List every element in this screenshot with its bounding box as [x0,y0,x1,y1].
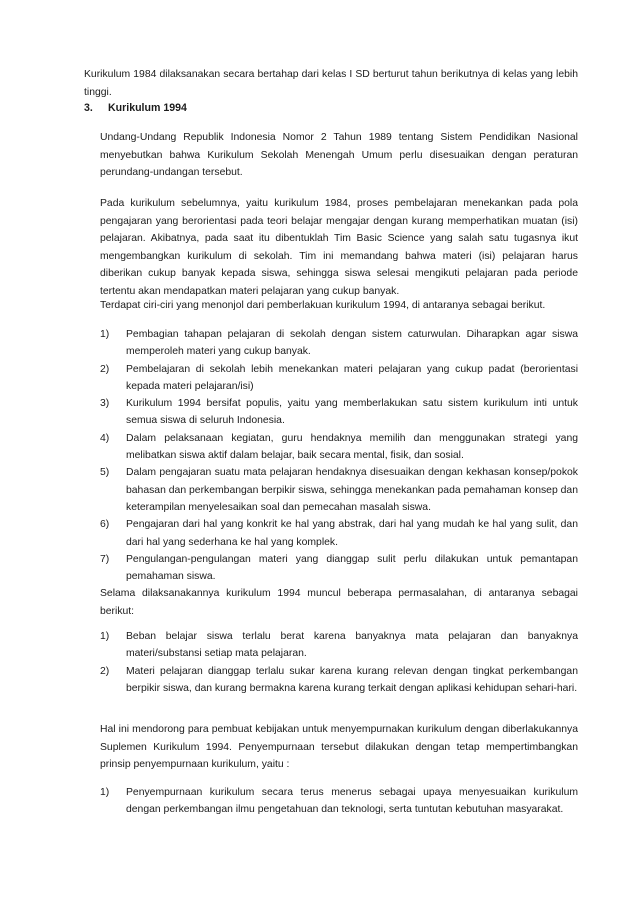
list-marker: 1) [100,329,110,340]
list-marker: 1) [100,631,110,642]
list-marker: 5) [100,467,110,479]
list-item [100,361,578,396]
paragraph-ciri-ciri-intro: Terdapat ciri-ciri yang menonjol dari pemberlakuan kurikulum 1994, di antaranya sebagai berikut. [100,300,546,311]
list-item-text: Kurikulum 1994 bersifat populis, yaitu yang memberlakukan satu sistem kurikulum inti untuk semua siswa di seluruh Indonesia. [126,398,578,427]
list-item-text: Pengulangan-pengulangan materi yang dianggap sulit perlu dilakukan untuk pemantapan pemahaman siswa. [126,553,578,583]
paragraph-undang-undang: Undang-Undang Republik Indonesia Nomor 2 Tahun 1989 tentang Sistem Pendidikan Nasional menyebutkan bahwa Kurikulum Sekolah Menengah Umum perlu disesuaikan dengan peraturan perundang-undangan tersebut. [100,132,578,178]
list-item [100,628,578,663]
list-marker: 7) [100,553,110,565]
list-marker: 6) [100,519,110,531]
list-marker: 1) [100,787,110,798]
paragraph-kurikulum-sebelumnya: Pada kurikulum sebelumnya, yaitu kurikulum 1984, proses pembelajaran menekankan pada pola pengajaran yang berorientasi pada teori belajar mengajar dengan kurang memperhatikan muatan (isi) pelajaran. Akibatnya, pada saat itu dibentuklah Tim Basic Science yang salah satu tugasnya ikut mengembangkan kurikulum di sekolah. Tim ini memandang bahwa materi (isi) pelajaran harus diberikan cukup banyak kepada siswa, sehingga siswa selesai mengikuti pelajaran pada periode tertentu akan mendapatkan materi pelajaran yang cukup banyak. [100,198,578,297]
list-item-text: Dalam pelaksanaan kegiatan, guru hendaknya memilih dan menggunakan strategi yang melibatkan siswa aktif dalam belajar, baik secara mental, fisik, dan sosial. [126,432,578,462]
list-item [100,551,578,586]
section-title: Kurikulum 1994 [108,102,187,114]
list-item-text: Penyempurnaan kurikulum secara terus menerus sebagai upaya menyesuaikan kurikulum dengan perkembangan ilmu pengetahuan dan teknologi, serta tuntutan kebutuhan masyarakat. [126,787,578,816]
list-item [100,464,578,516]
list-item-text: Materi pelajaran dianggap terlalu sukar karena kurang relevan dengan tingkat perkembangan berpikir siswa, dan kurang bermakna karena kurang terkait dengan aplikasi kehidupan sehari-hari. [126,665,578,694]
section-number: 3. [84,102,93,114]
list-item-text: Pembelajaran di sekolah lebih menekankan materi pelajaran yang cukup padat (berorientasi kepada materi pelajaran/isi) [126,363,578,392]
list-permasalahan [100,628,578,697]
paragraph-suplemen: Hal ini mendorong para pembuat kebijakan untuk menyempurnakan kurikulum dengan diberlakukannya Suplemen Kurikulum 1994. Penyempurnaan tersebut dilakukan dengan tetap mempertimbangkan prinsip penyempurnaan kurikulum, yaitu : [100,724,578,770]
list-item [100,395,578,430]
list-marker: 2) [100,363,110,375]
list-item-text: Dalam pengajaran suatu mata pelajaran hendaknya disesuaikan dengan kekhasan konsep/pokok bahasan dan perkembangan berpikir siswa, sehingga menekankan pada pemahaman konsep dan keterampilan menyelesaikan soal dan pemecahan masalah siswa. [126,467,578,513]
paragraph-permasalahan-intro: Selama dilaksanakannya kurikulum 1994 muncul beberapa permasalahan, di antaranya sebagai berikut: [100,588,578,617]
list-item [100,326,578,361]
section-heading [84,102,187,114]
list-prinsip [100,784,578,819]
list-item-text: Pengajaran dari hal yang konkrit ke hal yang abstrak, dari hal yang mudah ke hal yang sulit, dan dari hal yang sederhana ke hal yang komplek. [126,519,578,548]
list-marker: 3) [100,398,110,410]
list-marker: 2) [100,665,110,677]
intro-paragraph: Kurikulum 1984 dilaksanakan secara bertahap dari kelas I SD berturut tahun berikutnya di kelas yang lebih tinggi. [84,69,578,98]
list-marker: 4) [100,432,110,444]
list-item [100,784,578,819]
list-item [100,516,578,551]
list-item [100,663,578,698]
list-item-text: Beban belajar siswa terlalu berat karena banyaknya mata pelajaran dan banyaknya materi/substansi setiap mata pelajaran. [126,631,578,660]
list-item [100,430,578,465]
list-ciri-ciri [100,326,578,585]
list-item-text: Pembagian tahapan pelajaran di sekolah dengan sistem caturwulan. Diharapkan agar siswa memperoleh materi yang cukup banyak. [126,329,578,358]
